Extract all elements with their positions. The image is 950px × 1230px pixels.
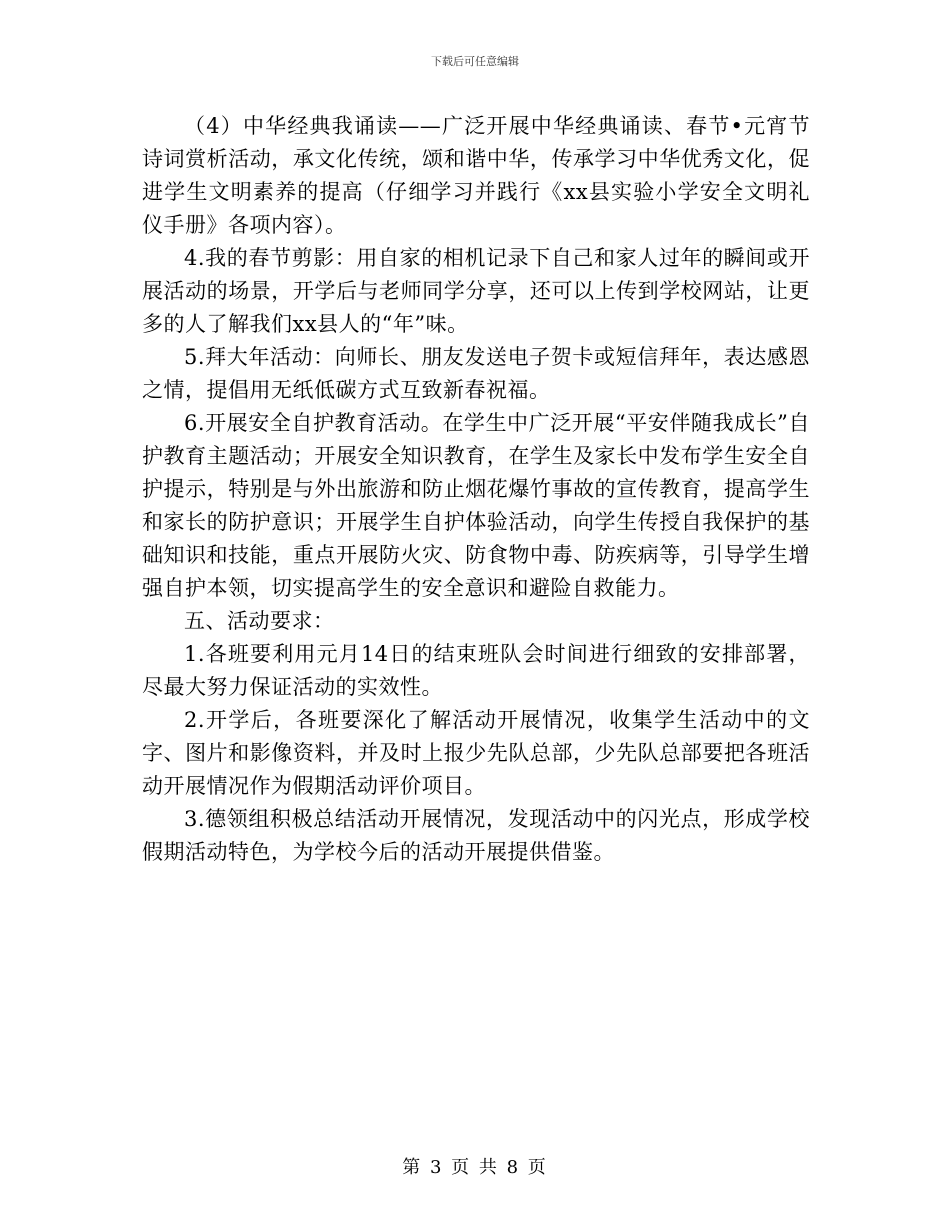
paragraph-requirement-1: 1.各班要利用元月14日的结束班队会时间进行细致的安排部署，尽最大努力保证活动的实效性。 (142, 642, 810, 699)
document-body (142, 110, 810, 869)
paragraph-requirement-2: 2.开学后，各班要深化了解活动开展情况，收集学生活动中的文字、图片和影像资料，并及时上报少先队总部，少先队总部要把各班活动开展情况作为假期活动评价项目。 (142, 708, 810, 798)
paragraph-requirement-3: 3.德领组积极总结活动开展情况，发现活动中的闪光点，形成学校假期活动特色，为学校今后的活动开展提供借鉴。 (142, 807, 810, 864)
paragraph-spring-festival-snapshot: 4.我的春节剪影：用自家的相机记录下自己和家人过年的瞬间或开展活动的场景，开学后与老师同学分享，还可以上传到学校网站，让更多的人了解我们xx县人的“年”味。 (142, 246, 810, 336)
paragraph-new-year-greetings: 5.拜大年活动：向师长、朋友发送电子贺卡或短信拜年，表达感恩之情，提倡用无纸低碳方式互致新春祝福。 (142, 345, 810, 402)
page-footer: 第 3 页 共 8 页 (402, 1157, 548, 1178)
paragraph-classics-reading: （4）中华经典我诵读——广泛开展中华经典诵读、春节•元宵节诗词赏析活动，承文化传统，颂和谐中华，传承学习中华优秀文化，促进学生文明素养的提高（仔细学习并践行《xx县实验小学安全文明礼仪手册》各项内容）。 (142, 114, 810, 237)
paragraph-safety-education: 6.开展安全自护教育活动。在学生中广泛开展“平安伴随我成长”自护教育主题活动；开展安全知识教育，在学生及家长中发布学生安全自护提示，特别是与外出旅游和防止烟花爆竹事故的宣传教育，提高学生和家长的防护意识；开展学生自护体验活动，向学生传授自我保护的基础知识和技能，重点开展防火灾、防食物中毒、防疾病等，引导学生增强自护本领，切实提高学生的安全意识和避险自救能力。 (142, 411, 810, 600)
section-heading-requirements: 五、活动要求： (184, 609, 335, 633)
page-header: 下载后可任意编辑 (431, 55, 519, 68)
